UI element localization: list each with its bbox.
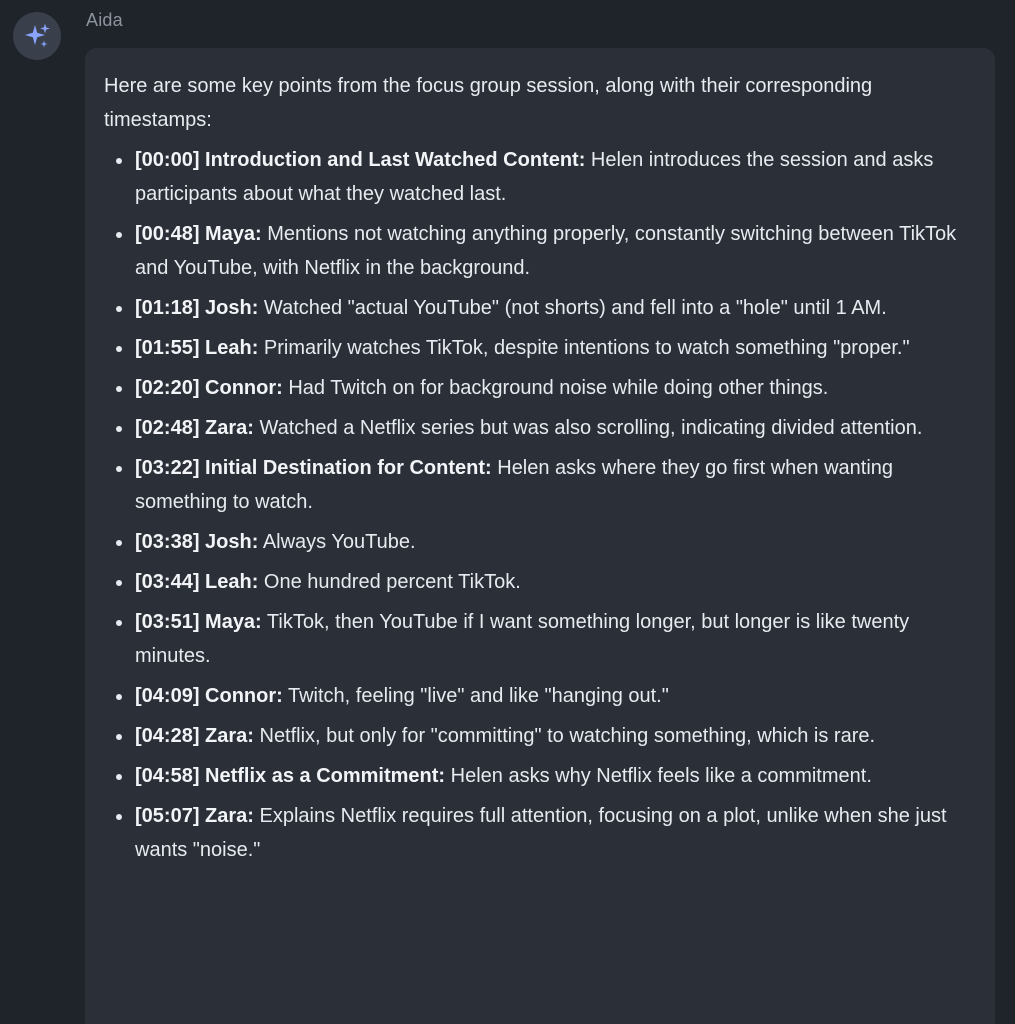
key-point-label: [02:20] Connor: (135, 377, 283, 399)
key-point-item (104, 411, 979, 445)
message-author: Aida (86, 10, 123, 30)
bullet-icon (116, 386, 122, 392)
key-point-text: TikTok, then YouTube if I want something longer, but longer is like twenty minutes. (135, 611, 910, 667)
key-point-label: [01:18] Josh: (135, 297, 259, 319)
key-point-label: [03:22] Initial Destination for Content: (135, 457, 492, 479)
key-point-text: Mentions not watching anything properly, constantly switching between TikTok and YouTube, with Netflix in the background. (135, 223, 957, 279)
key-point-text: Primarily watches TikTok, despite intentions to watch something "proper." (258, 337, 910, 359)
bullet-icon (116, 694, 122, 700)
key-point-item (104, 759, 979, 793)
bullet-icon (116, 306, 122, 312)
key-point-label: [03:51] Maya: (135, 611, 262, 633)
bullet-icon (116, 734, 122, 740)
bullet-icon (116, 580, 122, 586)
key-point-text: Had Twitch on for background noise while doing other things. (282, 377, 829, 399)
key-point-item (104, 799, 979, 867)
key-point-item (104, 291, 979, 325)
key-points-list (104, 143, 979, 867)
key-point-text: Always YouTube. (258, 531, 416, 553)
key-point-text: Watched "actual YouTube" (not shorts) and fell into a "hole" until 1 AM. (258, 297, 887, 319)
bullet-icon (116, 814, 122, 820)
bullet-icon (116, 466, 122, 472)
key-point-item (104, 525, 979, 559)
key-point-label: [03:44] Leah: (135, 571, 259, 593)
bullet-icon (116, 232, 122, 238)
key-point-item (104, 565, 979, 599)
key-point-label: [01:55] Leah: (135, 337, 259, 359)
key-point-item (104, 371, 979, 405)
bullet-icon (116, 540, 122, 546)
assistant-avatar (13, 12, 61, 60)
key-point-item (104, 331, 979, 365)
key-point-label: [04:28] Zara: (135, 725, 254, 747)
sparkles-icon (22, 21, 52, 51)
key-point-item (104, 217, 979, 285)
bullet-icon (116, 158, 122, 164)
bullet-icon (116, 774, 122, 780)
key-point-label: [02:48] Zara: (135, 417, 254, 439)
bullet-icon (116, 426, 122, 432)
message-intro: Here are some key points from the focus group session, along with their corresponding timestamps: (104, 75, 873, 131)
key-point-text: Helen introduces the session and asks participants about what they watched last. (135, 149, 934, 205)
key-point-text: Watched a Netflix series but was also scrolling, indicating divided attention. (253, 417, 923, 439)
bullet-icon (116, 620, 122, 626)
key-point-label: [05:07] Zara: (135, 805, 254, 827)
key-point-text: Netflix, but only for "committing" to watching something, which is rare. (253, 725, 876, 747)
key-point-label: [00:00] Introduction and Last Watched Content: (135, 149, 586, 171)
key-point-item (104, 605, 979, 673)
key-point-label: [04:09] Connor: (135, 685, 283, 707)
bullet-icon (116, 346, 122, 352)
key-point-text: Explains Netflix requires full attention, focusing on a plot, unlike when she just wants "noise." (135, 805, 947, 861)
key-point-text: One hundred percent TikTok. (258, 571, 521, 593)
key-point-label: [00:48] Maya: (135, 223, 262, 245)
key-point-label: [04:58] Netflix as a Commitment: (135, 765, 446, 787)
key-point-item (104, 451, 979, 519)
key-point-text: Twitch, feeling "live" and like "hanging out." (282, 685, 669, 707)
assistant-message-bubble (85, 48, 995, 1024)
key-point-item (104, 719, 979, 753)
key-point-label: [03:38] Josh: (135, 531, 259, 553)
key-point-item (104, 679, 979, 713)
key-point-item (104, 143, 979, 211)
key-point-text: Helen asks where they go first when wanting something to watch. (135, 457, 894, 513)
key-point-text: Helen asks why Netflix feels like a commitment. (445, 765, 872, 787)
